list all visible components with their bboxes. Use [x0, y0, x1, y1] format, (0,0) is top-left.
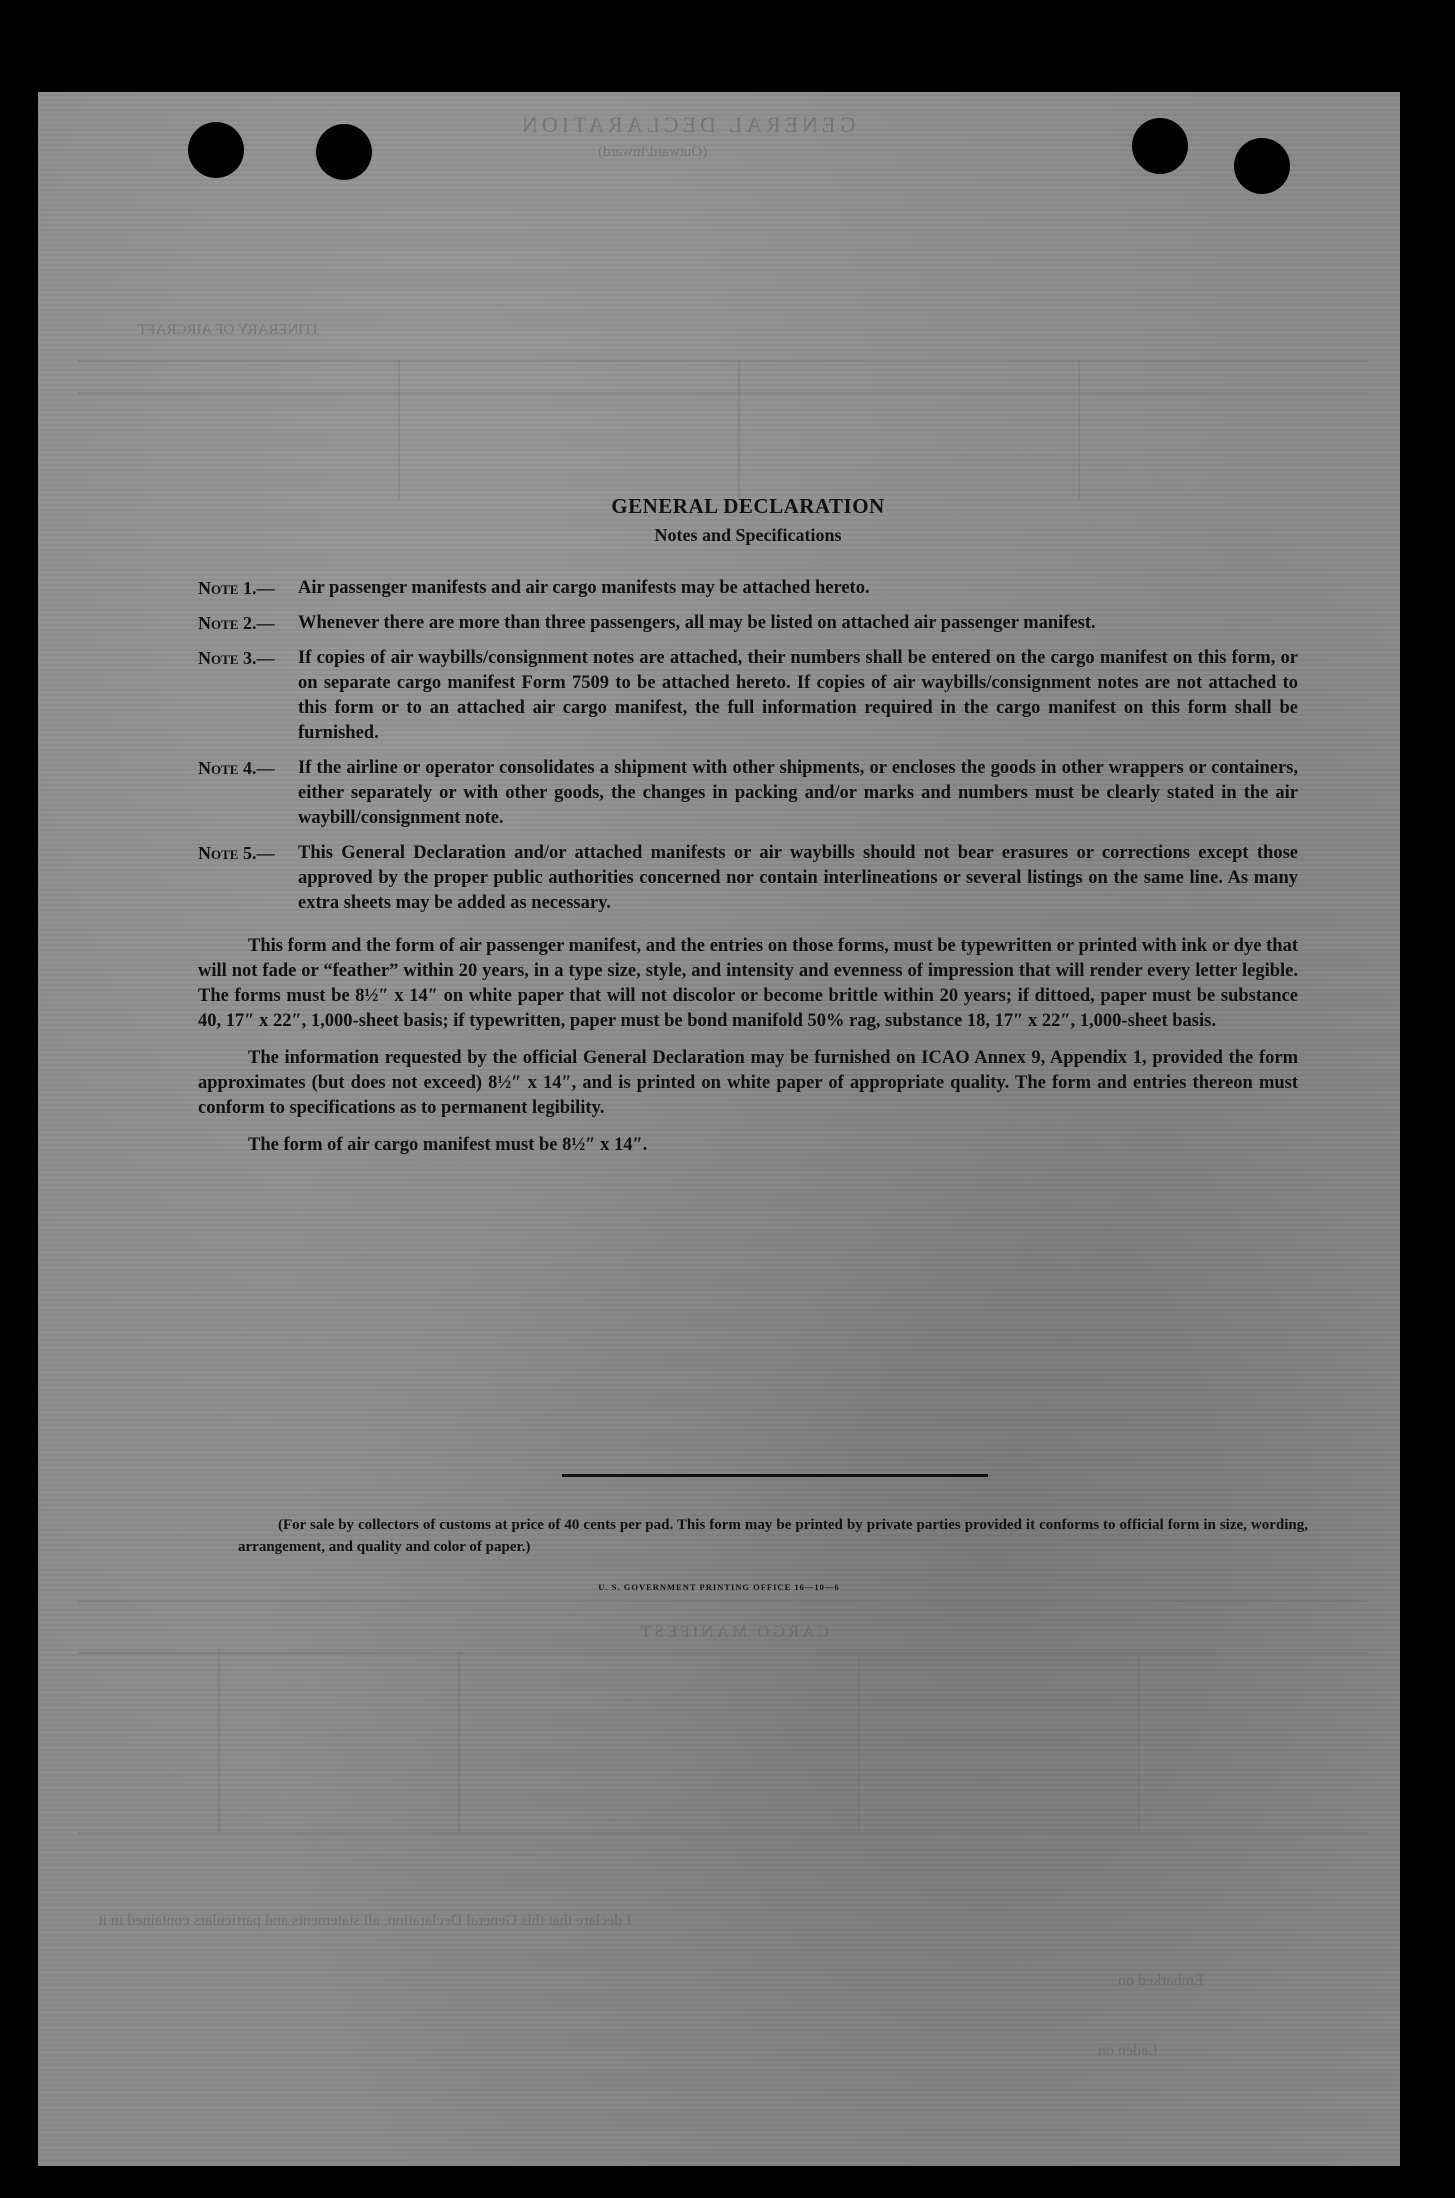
punch-hole-left-2: [316, 124, 372, 180]
note-3: [198, 646, 1298, 746]
form-requirements-paragraph: This form and the form of air passenger manifest, and the entries on those forms, must be typewritten or printed with ink or dye that will not fade or “feather” within 20 years, in a type size, style, and intensity and evenness of impression that will render every letter legible. The forms must be 8½″ x 14″ on white paper that will not discolor or become brittle within 20 years; if dittoed, paper must be substance 40, 17″ x 22″, 1,000-sheet basis; if typewritten, paper must be bond manifold 50% rag, substance 18, 17″ x 22″, 1,000-sheet basis.: [198, 936, 1298, 1031]
punch-hole-right-2: [1234, 138, 1290, 194]
sale-note: (For sale by collectors of customs at price of 40 cents per pad. This form may be printed by private parties provided it conforms to official form in size, wording, arrangement, and quality and color of paper.): [238, 1517, 1308, 1555]
note-4: [198, 756, 1298, 831]
note-label: Note 5.—: [198, 843, 275, 863]
note-text: If copies of air waybills/consignment notes are attached, their numbers shall be entered on the cargo manifest on this form, or on separate cargo manifest Form 7509 to be attached hereto. If copies of air waybills/consignment notes are not attached to this form or to an attached air cargo manifest, the full information required in the cargo manifest on this form shall be furnished.: [298, 648, 1298, 743]
note-label: Note 3.—: [198, 648, 275, 668]
notes-and-specifications: [198, 494, 1298, 1170]
note-text: This General Declaration and/or attached manifests or air waybills should not bear erasures or corrections except those approved by the proper public authorities concerned nor contain interlineations or several listings on the same line. As many extra sheets may be added as necessary.: [298, 843, 1298, 913]
note-label: Note 4.—: [198, 758, 275, 778]
divider-rule: [562, 1474, 988, 1477]
punch-hole-left-1: [188, 122, 244, 178]
punch-hole-right-1: [1132, 118, 1188, 174]
note-5: [198, 841, 1298, 916]
document-subtitle: Notes and Specifications: [654, 525, 842, 545]
cargo-manifest-size-paragraph: The form of air cargo manifest must be 8½″ x 14″.: [248, 1135, 648, 1155]
note-label: Note 2.—: [198, 613, 275, 633]
note-2: [198, 611, 1298, 636]
document-title: GENERAL DECLARATION: [611, 494, 885, 518]
printing-office-imprint: U. S. GOVERNMENT PRINTING OFFICE 16—10—6: [598, 1582, 840, 1592]
note-1: [198, 576, 1298, 601]
note-label: Note 1.—: [198, 578, 275, 598]
note-text: Air passenger manifests and air cargo manifests may be attached hereto.: [298, 578, 870, 598]
document-page: GENERAL DECLARATION (Outward/Inward) ITINERARY OF AIRCRAFT CARGO MANIFEST I declare that this General Declaration, all statements and particulars contained in it Embarked on Laden on GENERAL DECLARATION Notes and Specifications Note 1.— Air passenger manifests and air cargo manifests may be attached hereto. Note 2.— Whenever there are more than three passengers, all may be listed on attached air passenger manifest. Note 3.— If copies of air waybills/consignment notes are attached, their numbers shall be entered on the cargo manifest on this form, or on separate cargo manifest Form 7509 to be attached hereto. If copies of air waybills/consignment notes are not attached to this form or to an attached air cargo manifest, the full information required in the cargo manifest on this form shall be furnished. Note 4.— If the airline or operator consolidates a shipment with other shipments, or encloses the goods in other wrappers or containers, either separately or with other goods, the changes in packing and/or marks and numbers must be clearly stated in the air waybill/consignment note. Note 5.— This General Declaration and/or attached manifests or air waybills should not bear erasures or corrections except those approved by the proper public authorities concerned nor contain interlineations or several listings on the same line. As many extra sheets may be added as necessary. This form and the form of air passenger manifest, and the entries on those forms, must be typewritten or printed with ink or dye that will not fade or “feather” within 20 years, in a type size, style, and intensity and evenness of impression that will render every letter legible. The forms must be 8½″ x 14″ on white paper that will not discolor or become brittle within 20 years; if dittoed, paper must be substance 40, 17″ x 22″, 1,000-sheet basis; if typewritten, paper must be bond manifold 50% rag, substance 18, 17″ x 22″, 1,000-sheet basis. The information requested by the official General Declaration may be furnished on ICAO Annex 9, Appendix 1, provided the form approximates (but does not exceed) 8½″ x 14″, and is printed on white paper of appropriate quality. The form and entries thereon must conform to specifications as to permanent legibility. The form of air cargo manifest must be 8½″ x 14″. (For sale by collectors of customs at price of 40 cents per pad. This form may be printed by private parties provided it conforms to official form in size, wording, arrangement, and quality and color of paper.) U. S. GOVERNMENT PRINTING OFFICE 16—10—6: [38, 92, 1400, 2166]
note-text: If the airline or operator consolidates a shipment with other shipments, or encloses the goods in other wrappers or containers, either separately or with other goods, the changes in packing and/or marks and numbers must be clearly stated in the air waybill/consignment note.: [298, 758, 1298, 828]
icao-annex-paragraph: The information requested by the official General Declaration may be furnished on ICAO Annex 9, Appendix 1, provided the form approximates (but does not exceed) 8½″ x 14″, and is printed on white paper of appropriate quality. The form and entries thereon must conform to specifications as to permanent legibility.: [198, 1048, 1298, 1118]
note-text: Whenever there are more than three passengers, all may be listed on attached air passenger manifest.: [298, 613, 1096, 633]
